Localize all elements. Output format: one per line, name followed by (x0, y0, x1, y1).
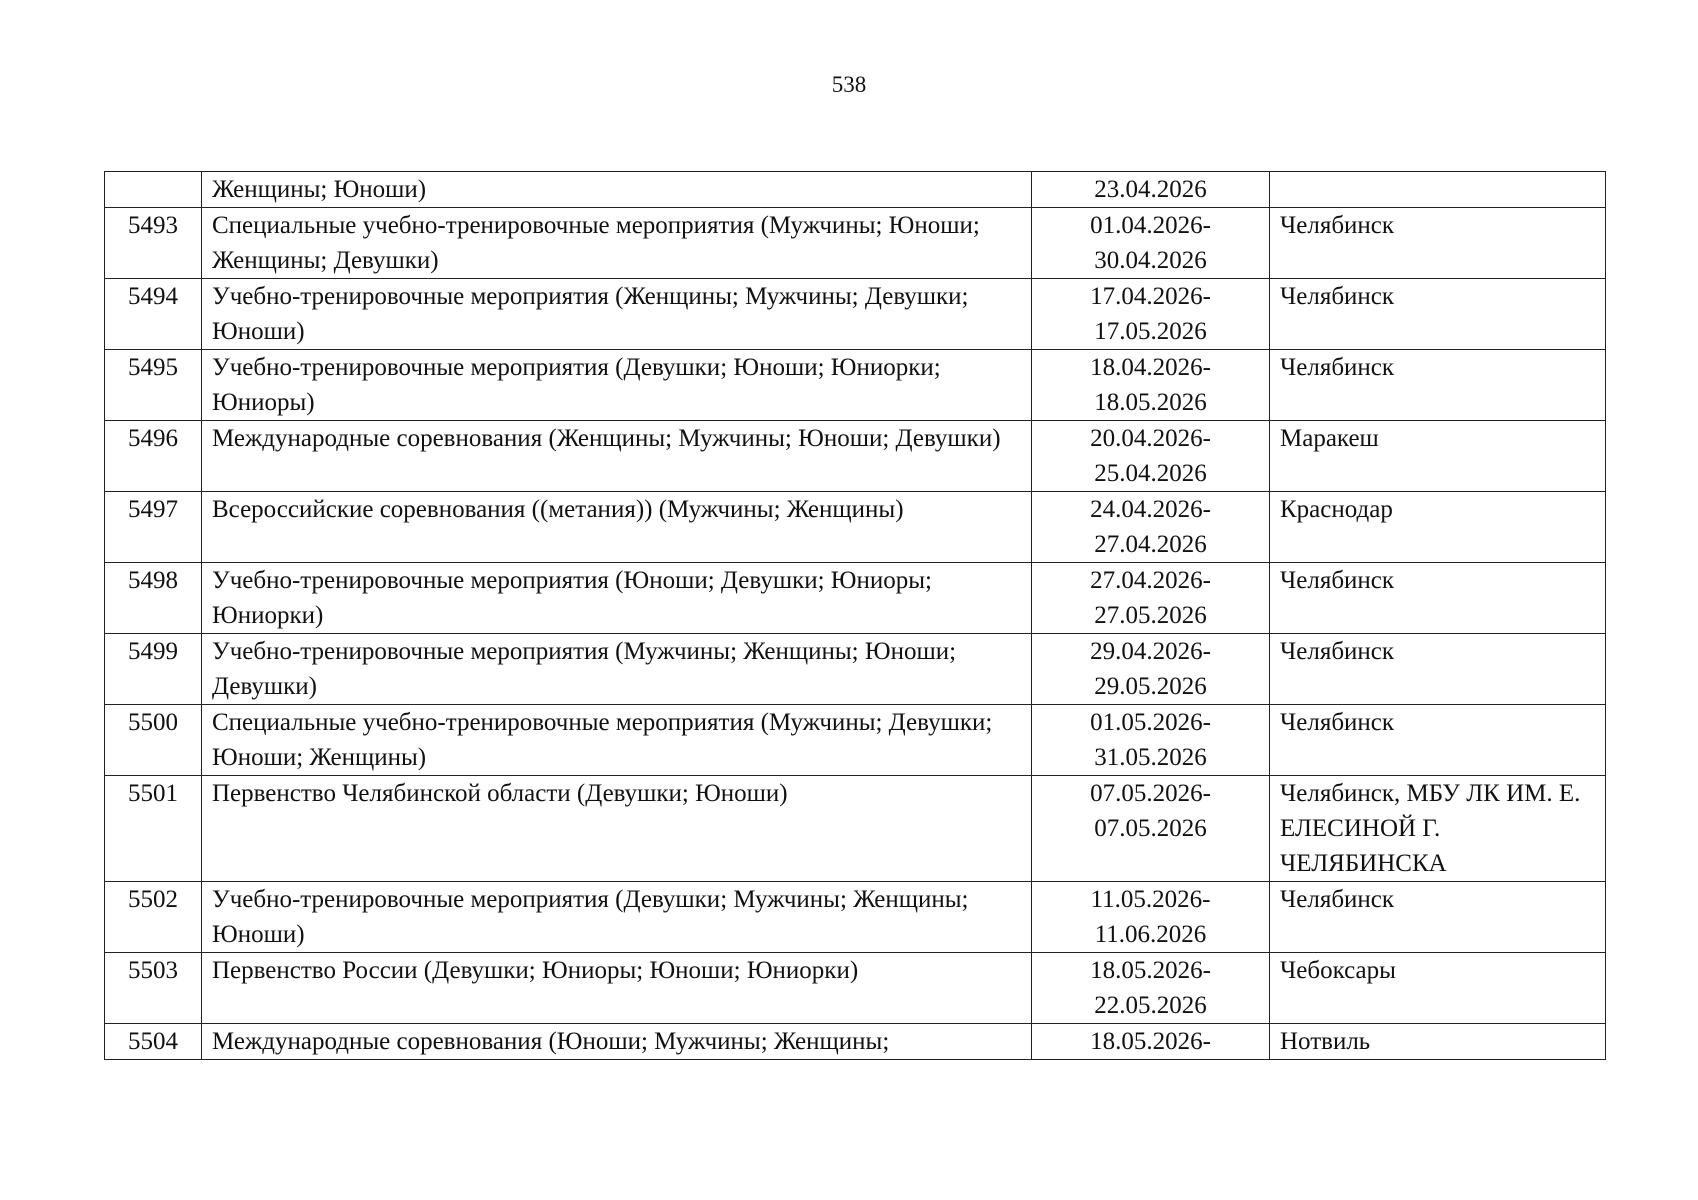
event-place-cell: Нотвиль (1270, 1024, 1606, 1060)
event-place-cell: Челябинск, МБУ ЛК ИМ. Е. ЕЛЕСИНОЙ Г. ЧЕЛЯБИНСКА (1270, 776, 1606, 882)
event-dates-cell (1032, 882, 1270, 953)
event-name-cell: Специальные учебно-тренировочные мероприятия (Мужчины; Юноши; Женщины; Девушки) (202, 208, 1032, 279)
table-row (105, 172, 1606, 208)
event-number-cell: 5495 (105, 350, 202, 421)
event-dates: 01.05.2026- 31.05.2026 (1090, 709, 1211, 771)
table-row (105, 634, 1606, 705)
event-dates: 27.04.2026- 27.05.2026 (1090, 567, 1211, 629)
event-place-cell: Челябинск (1270, 563, 1606, 634)
event-dates-cell (1032, 705, 1270, 776)
event-dates-cell (1032, 953, 1270, 1024)
table-row (105, 953, 1606, 1024)
event-number-cell: 5496 (105, 421, 202, 492)
page-number: 538 (831, 72, 867, 97)
event-dates: 07.05.2026- 07.05.2026 (1090, 780, 1211, 842)
event-name-cell: Всероссийские соревнования ((метания)) (Мужчины; Женщины) (202, 492, 1032, 563)
event-place-cell: Челябинск (1270, 705, 1606, 776)
event-name-cell: Специальные учебно-тренировочные мероприятия (Мужчины; Девушки; Юноши; Женщины) (202, 705, 1032, 776)
table-row (105, 776, 1606, 882)
event-dates-cell (1032, 634, 1270, 705)
event-number-cell: 5502 (105, 882, 202, 953)
event-number-cell: 5494 (105, 279, 202, 350)
event-dates: 23.04.2026 (1094, 176, 1207, 203)
event-place-cell: Краснодар (1270, 492, 1606, 563)
table-row (105, 563, 1606, 634)
event-dates: 20.04.2026- 25.04.2026 (1090, 425, 1211, 487)
event-dates: 11.05.2026- 11.06.2026 (1090, 886, 1211, 948)
event-number-cell: 5499 (105, 634, 202, 705)
event-name-cell: Учебно-тренировочные мероприятия (Девушки; Мужчины; Женщины; Юноши) (202, 882, 1032, 953)
event-dates-cell (1032, 421, 1270, 492)
event-place-cell: Челябинск (1270, 882, 1606, 953)
event-name-cell: Женщины; Юноши) (202, 172, 1032, 208)
event-name-cell: Международные соревнования (Юноши; Мужчины; Женщины; (202, 1024, 1032, 1060)
event-dates-cell (1032, 208, 1270, 279)
event-dates-cell (1032, 279, 1270, 350)
event-place-cell: Челябинск (1270, 350, 1606, 421)
event-name-cell: Первенство России (Девушки; Юниоры; Юноши; Юниорки) (202, 953, 1032, 1024)
event-dates-cell (1032, 492, 1270, 563)
event-place-cell: Челябинск (1270, 279, 1606, 350)
event-name-cell: Первенство Челябинской области (Девушки; Юноши) (202, 776, 1032, 882)
event-number-cell: 5501 (105, 776, 202, 882)
event-place-cell: Челябинск (1270, 634, 1606, 705)
events-table (104, 171, 1606, 1060)
event-place-cell: Чебоксары (1270, 953, 1606, 1024)
table-row (105, 279, 1606, 350)
event-dates-cell (1032, 172, 1270, 208)
event-number-cell: 5498 (105, 563, 202, 634)
event-dates-cell (1032, 776, 1270, 882)
event-place-cell: Маракеш (1270, 421, 1606, 492)
event-dates: 18.04.2026- 18.05.2026 (1090, 354, 1211, 416)
table-row (105, 208, 1606, 279)
event-place-cell: Челябинск (1270, 208, 1606, 279)
event-place-cell (1270, 172, 1606, 208)
event-dates: 18.05.2026- 22.05.2026 (1090, 957, 1211, 1019)
event-dates: 24.04.2026- 27.04.2026 (1090, 496, 1211, 558)
table-row (105, 492, 1606, 563)
event-dates: 18.05.2026- (1090, 1028, 1211, 1055)
event-name-cell: Международные соревнования (Женщины; Мужчины; Юноши; Девушки) (202, 421, 1032, 492)
event-dates-cell (1032, 1024, 1270, 1060)
event-dates: 17.04.2026- 17.05.2026 (1090, 283, 1211, 345)
event-name-cell: Учебно-тренировочные мероприятия (Женщины; Мужчины; Девушки; Юноши) (202, 279, 1032, 350)
event-number-cell: 5493 (105, 208, 202, 279)
event-dates: 29.04.2026- 29.05.2026 (1090, 638, 1211, 700)
table-row (105, 882, 1606, 953)
event-number-cell: 5497 (105, 492, 202, 563)
event-name-cell: Учебно-тренировочные мероприятия (Мужчины; Женщины; Юноши; Девушки) (202, 634, 1032, 705)
event-dates: 01.04.2026- 30.04.2026 (1090, 212, 1211, 274)
table-row (105, 1024, 1606, 1060)
event-number-cell: 5500 (105, 705, 202, 776)
table-row (105, 350, 1606, 421)
event-number-cell: 5503 (105, 953, 202, 1024)
event-dates-cell (1032, 350, 1270, 421)
event-number-cell: 5504 (105, 1024, 202, 1060)
table-row (105, 705, 1606, 776)
event-number-cell (105, 172, 202, 208)
table-row (105, 421, 1606, 492)
event-name-cell: Учебно-тренировочные мероприятия (Девушки; Юноши; Юниорки; Юниоры) (202, 350, 1032, 421)
event-dates-cell (1032, 563, 1270, 634)
event-name-cell: Учебно-тренировочные мероприятия (Юноши; Девушки; Юниоры; Юниорки) (202, 563, 1032, 634)
